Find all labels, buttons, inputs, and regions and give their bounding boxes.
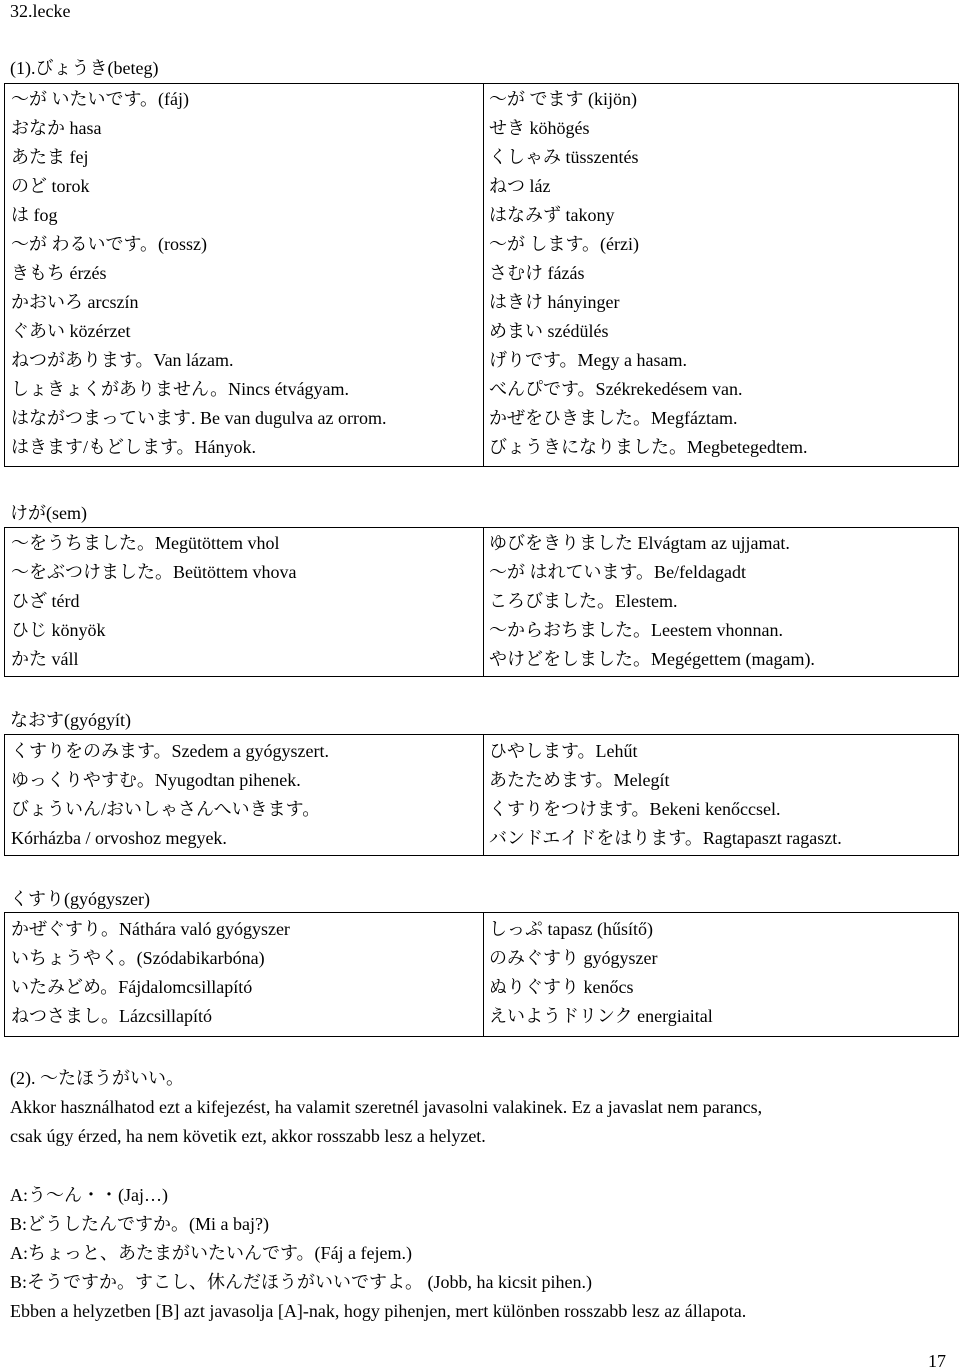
section-3-title: なおす(gyógyít) — [10, 710, 131, 730]
table-divider — [483, 84, 484, 466]
section-4-title: くすり(gyógyszer) — [10, 889, 150, 909]
list-item: びょうきになりました。Megbetegedtem. — [489, 437, 808, 457]
dialogue-line: A:ちょっと、あたまがいたいんです。(Fáj a fejem.) — [10, 1243, 413, 1263]
explanation-paragraph: Akkor használhatod ezt a kifejezést, ha valamit szeretnél javasolni valakinek. Ez a javaslat nem parancs, — [10, 1097, 763, 1117]
list-item: ねつ láz — [489, 176, 551, 196]
list-item: げりです。Megy a hasam. — [489, 350, 688, 370]
list-item: 〜が します。(érzi) — [489, 234, 640, 254]
list-item: かぜをひきました。Megfáztam. — [489, 408, 738, 428]
list-item: しっぷ tapasz (hűsítő) — [489, 919, 653, 939]
section-5-title: (2). 〜たほうがいい。 — [10, 1068, 184, 1088]
list-item: いちょうやく。(Szódabikarbóna) — [11, 948, 265, 968]
list-item: くすりをのみます。Szedem a gyógyszert. — [11, 741, 330, 761]
list-item: おなか hasa — [11, 118, 102, 138]
list-item: びょういん/おいしゃさんへいきます。 — [11, 799, 321, 819]
list-item: かた váll — [11, 649, 79, 669]
list-item: ゆっくりやすむ。Nyugodtan pihenek. — [11, 770, 301, 790]
page-number: 17 — [928, 1351, 946, 1371]
list-item: バンドエイドをはります。Ragtapaszt ragaszt. — [489, 828, 842, 848]
explanation-paragraph: csak úgy érzed, ha nem követik ezt, akkor rosszabb lesz a helyzet. — [10, 1126, 486, 1146]
list-item: のど torok — [11, 176, 90, 196]
list-item: はきます/もどします。Hányok. — [11, 437, 257, 457]
list-item: のみぐすり gyógyszer — [489, 948, 658, 968]
list-item: 〜をぶつけました。Beütöttem vhova — [11, 562, 297, 582]
list-item: かぜぐすり。Náthára való gyógyszer — [11, 919, 290, 939]
conclusion-text: Ebben a helyzetben [B] azt javasolja [A]-nak, hogy pihenjen, mert különben rosszabb lesz az állapota. — [10, 1301, 747, 1321]
list-item: 〜からおちました。Leestem vhonnan. — [489, 620, 783, 640]
list-item: Kórházba / orvoshoz megyek. — [11, 828, 227, 848]
section-2-title: けが(sem) — [10, 503, 87, 523]
section-1-table — [4, 83, 959, 467]
list-item: あたためます。Melegít — [489, 770, 670, 790]
list-item: ゆびをきりました Elvágtam az ujjamat. — [489, 533, 790, 553]
section-2-table — [4, 527, 959, 677]
dialogue-line: A:う〜ん・・(Jaj…) — [10, 1185, 168, 1205]
list-item: ねつがあります。Van lázam. — [11, 350, 234, 370]
list-item: いたみどめ。Fájdalomcsillapító — [11, 977, 253, 997]
list-item: くしゃみ tüsszentés — [489, 147, 639, 167]
list-item: ころびました。Elestem. — [489, 591, 678, 611]
list-item: はながつまっています. Be van dugulva az orrom. — [11, 408, 387, 428]
list-item: ひじ könyök — [11, 620, 106, 640]
table-divider — [483, 528, 484, 676]
list-item: 〜が はれています。Be/feldagadt — [489, 562, 747, 582]
dialogue-line: B:どうしたんですか。(Mi a baj?) — [10, 1214, 269, 1234]
table-divider — [483, 913, 484, 1036]
list-item: はきけ hányinger — [489, 292, 620, 312]
table-divider — [483, 735, 484, 855]
lesson-title: 32.lecke — [10, 1, 71, 21]
list-item: 〜をうちました。Megütöttem vhol — [11, 533, 280, 553]
list-item: せき köhögés — [489, 118, 590, 138]
list-item: は fog — [11, 205, 58, 225]
list-item: さむけ fázás — [489, 263, 585, 283]
list-item: ぐあい közérzet — [11, 321, 131, 341]
list-item: ねつさまし。Lázcsillapító — [11, 1006, 212, 1026]
list-item: きもち érzés — [11, 263, 107, 283]
list-item: めまい szédülés — [489, 321, 609, 341]
list-item: 〜が でます (kijön) — [489, 89, 637, 109]
list-item: ひやします。Lehűt — [489, 741, 638, 761]
list-item: しょきょくがありません。Nincs étvágyam. — [11, 379, 350, 399]
list-item: 〜が わるいです。(rossz) — [11, 234, 208, 254]
list-item: やけどをしました。Megégettem (magam). — [489, 649, 815, 669]
section-3-table — [4, 734, 959, 856]
list-item: くすりをつけます。Bekeni kenőccsel. — [489, 799, 781, 819]
list-item: あたま fej — [11, 147, 89, 167]
section-1-title: (1).びょうき(beteg) — [10, 58, 159, 78]
list-item: ぬりぐすり kenőcs — [489, 977, 634, 997]
list-item: ひざ térd — [11, 591, 80, 611]
dialogue-line: B:そうですか。すこし、休んだほうがいいですよ。 (Jobb, ha kicsit pihen.) — [10, 1272, 592, 1292]
section-4-table — [4, 912, 959, 1037]
list-item: べんぴです。Székrekedésem van. — [489, 379, 743, 399]
list-item: はなみず takony — [489, 205, 615, 225]
list-item: かおいろ arcszín — [11, 292, 139, 312]
list-item: えいようドリンク energiaital — [489, 1006, 713, 1026]
list-item: 〜が いたいです。(fáj) — [11, 89, 190, 109]
